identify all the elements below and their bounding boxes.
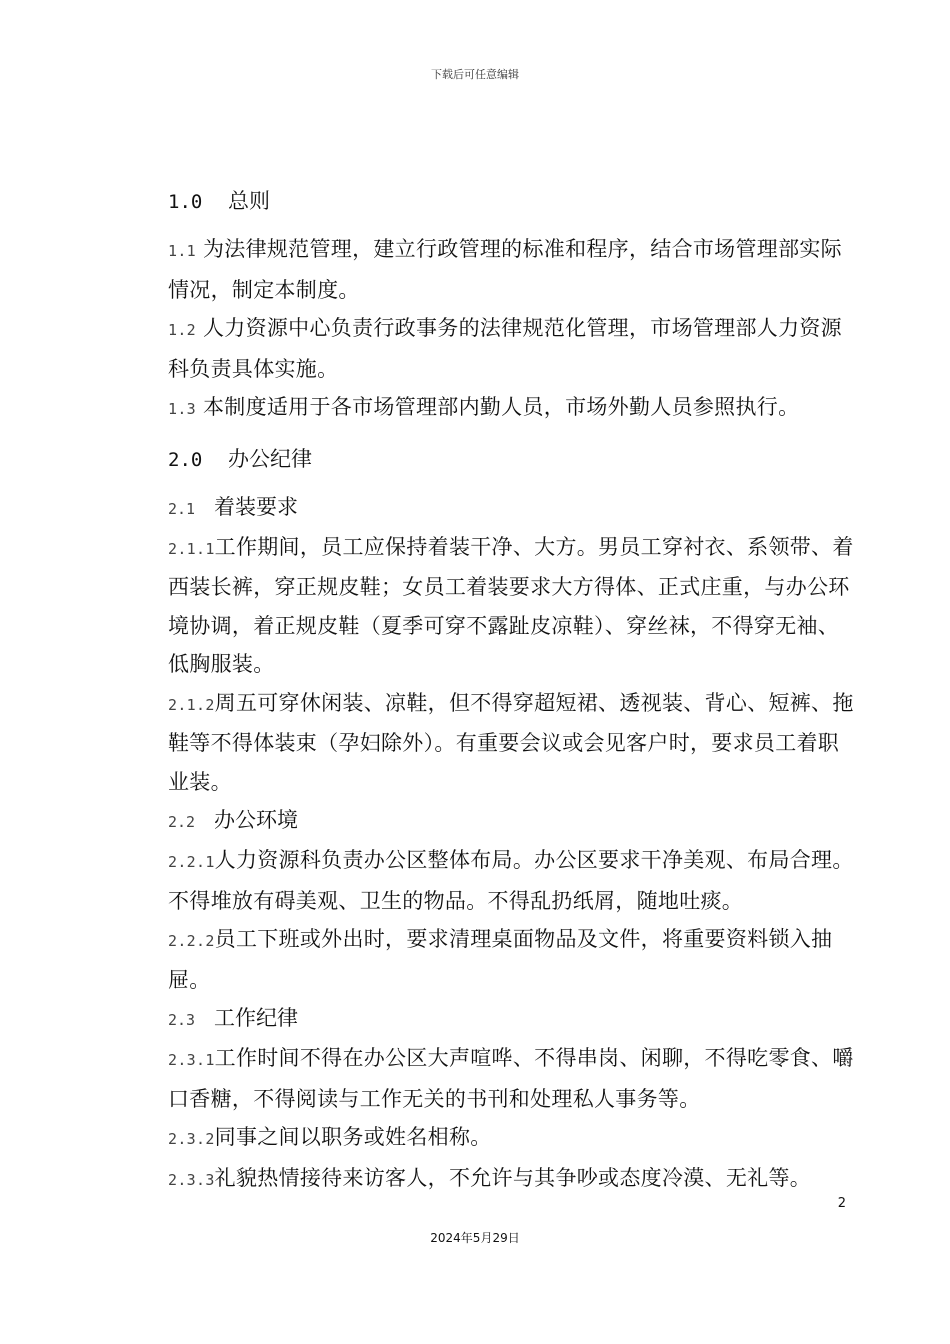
section-number: 1.0	[168, 191, 203, 213]
subsection-title: 工作纪律	[214, 1006, 298, 1030]
section-heading	[168, 183, 858, 220]
clause-text: 为法律规范管理，建立行政管理的标准和程序，结合市场管理部实际情况，制定本制度。	[168, 237, 842, 302]
clause-number: 1.1	[168, 242, 196, 260]
clause-paragraph	[168, 1118, 858, 1159]
clause-number: 2.3.2	[168, 1130, 215, 1148]
clause-number: 2.2.2	[168, 932, 215, 950]
clause-number: 2.1.1	[168, 539, 215, 558]
clause-number: 2.3.1	[168, 1051, 215, 1069]
clause-number: 2.2.1	[168, 853, 215, 871]
clause-paragraph	[168, 528, 858, 684]
clause-text: 同事之间以职务或姓名相称。	[214, 1125, 492, 1149]
clause-paragraph	[168, 841, 858, 920]
section-title: 办公纪律	[228, 446, 312, 471]
subsection-number: 2.1	[168, 499, 196, 518]
clause-text: 本制度适用于各市场管理部内勤人员，市场外勤人员参照执行。	[202, 395, 800, 419]
section-number: 2.0	[168, 448, 203, 471]
subsection-number: 2.3	[168, 1011, 196, 1029]
clause-number: 2.1.2	[168, 695, 215, 714]
section-heading	[168, 441, 858, 478]
clause-paragraph	[168, 920, 858, 999]
page-number: 2	[837, 1196, 846, 1211]
subsection-heading	[168, 488, 858, 528]
clause-text: 人力资源中心负责行政事务的法律规范化管理，市场管理部人力资源科负责具体实施。	[168, 316, 842, 381]
clause-paragraph	[168, 309, 858, 388]
subsection-heading	[168, 999, 858, 1039]
document-body	[168, 183, 858, 1199]
clause-paragraph	[168, 684, 858, 802]
clause-text: 人力资源科负责办公区整体布局。办公区要求干净美观、布局合理。不得堆放有碍美观、卫生的物品。不得乱扔纸屑，随地吐痰。	[168, 848, 854, 913]
clause-number: 1.2	[168, 321, 196, 339]
header-note: 下载后可任意编辑	[431, 68, 519, 81]
clause-paragraph	[168, 1039, 858, 1118]
subsection-title: 办公环境	[214, 808, 298, 832]
clause-paragraph	[168, 230, 858, 309]
subsection-heading	[168, 801, 858, 841]
clause-number: 2.3.3	[168, 1170, 215, 1189]
clause-text: 礼貌热情接待来访客人，不允许与其争吵或态度冷漠、无礼等。	[214, 1165, 812, 1190]
footer-date: 2024年5月29日	[430, 1231, 520, 1245]
section-title: 总则	[228, 189, 270, 213]
clause-number: 1.3	[168, 400, 196, 418]
clause-text: 员工下班或外出时，要求清理桌面物品及文件，将重要资料锁入抽屉。	[168, 927, 833, 992]
clause-text: 工作时间不得在办公区大声喧哗、不得串岗、闲聊，不得吃零食、嚼口香糖，不得阅读与工作无关的书刊和处理私人事务等。	[168, 1046, 854, 1111]
subsection-number: 2.2	[168, 813, 196, 831]
clause-paragraph	[168, 388, 858, 429]
clause-text: 周五可穿休闲装、凉鞋，但不得穿超短裙、透视装、背心、短裤、拖鞋等不得体装束（孕妇除外）。有重要会议或会见客户时，要求员工着职业装。	[168, 690, 854, 794]
subsection-title: 着装要求	[214, 494, 298, 519]
clause-text: 工作期间，员工应保持着装干净、大方。男员工穿衬衣、系领带、着西装长裤，穿正规皮鞋；女员工着装要求大方得体、正式庄重，与办公环境协调，着正规皮鞋（夏季可穿不露趾皮凉鞋）、穿丝袜，不得穿无袖、低胸服装。	[168, 534, 854, 676]
clause-paragraph	[168, 1159, 858, 1200]
